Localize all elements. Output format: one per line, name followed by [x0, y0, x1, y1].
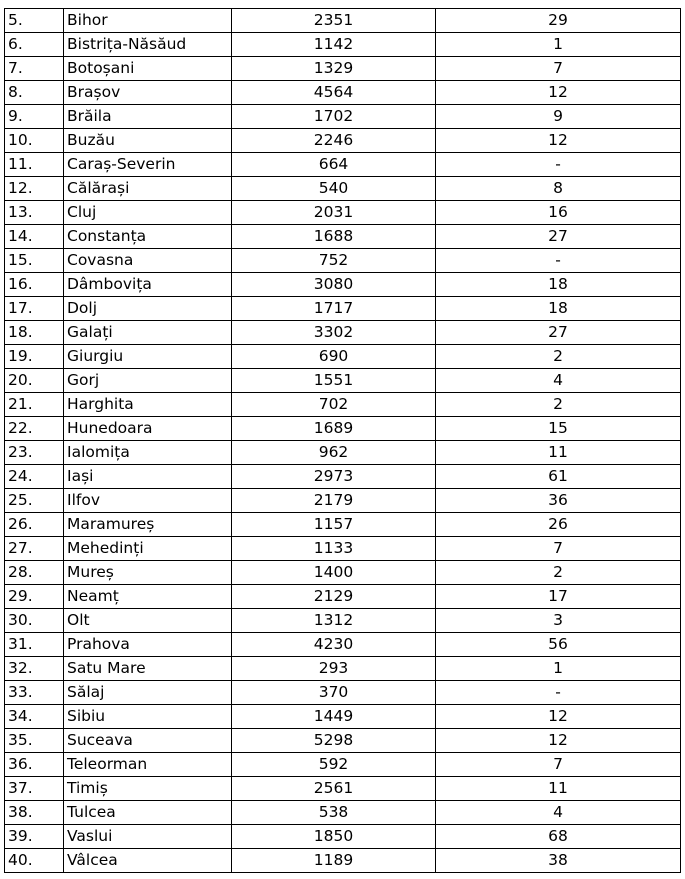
value-2-cell: 27	[436, 321, 681, 345]
value-2-cell: -	[436, 249, 681, 273]
table-row	[5, 369, 681, 393]
county-name-cell: Prahova	[64, 633, 232, 657]
value-2-cell: 7	[436, 57, 681, 81]
county-name-cell: Bihor	[64, 9, 232, 33]
county-name-cell: Sălaj	[64, 681, 232, 705]
value-1-cell: 2561	[232, 777, 436, 801]
county-name-cell: Hunedoara	[64, 417, 232, 441]
row-number-cell: 21.	[5, 393, 64, 417]
value-1-cell: 1717	[232, 297, 436, 321]
value-1-cell: 592	[232, 753, 436, 777]
value-1-cell: 2351	[232, 9, 436, 33]
county-name-cell: Vaslui	[64, 825, 232, 849]
value-2-cell: 9	[436, 105, 681, 129]
table-row	[5, 609, 681, 633]
value-2-cell: -	[436, 153, 681, 177]
row-number-cell: 20.	[5, 369, 64, 393]
value-1-cell: 5298	[232, 729, 436, 753]
row-number-cell: 10.	[5, 129, 64, 153]
value-1-cell: 538	[232, 801, 436, 825]
county-name-cell: Caraș-Severin	[64, 153, 232, 177]
table-row	[5, 513, 681, 537]
value-2-cell: 1	[436, 657, 681, 681]
value-2-cell: 17	[436, 585, 681, 609]
value-2-cell: 61	[436, 465, 681, 489]
value-1-cell: 664	[232, 153, 436, 177]
value-1-cell: 1702	[232, 105, 436, 129]
row-number-cell: 18.	[5, 321, 64, 345]
value-1-cell: 1689	[232, 417, 436, 441]
row-number-cell: 37.	[5, 777, 64, 801]
county-name-cell: Olt	[64, 609, 232, 633]
value-1-cell: 1400	[232, 561, 436, 585]
row-number-cell: 32.	[5, 657, 64, 681]
table-row	[5, 537, 681, 561]
value-2-cell: 29	[436, 9, 681, 33]
value-1-cell: 4230	[232, 633, 436, 657]
value-1-cell: 1157	[232, 513, 436, 537]
county-name-cell: Botoșani	[64, 57, 232, 81]
table-row	[5, 705, 681, 729]
county-name-cell: Timiș	[64, 777, 232, 801]
row-number-cell: 27.	[5, 537, 64, 561]
value-2-cell: 18	[436, 297, 681, 321]
row-number-cell: 38.	[5, 801, 64, 825]
county-name-cell: Sibiu	[64, 705, 232, 729]
row-number-cell: 31.	[5, 633, 64, 657]
value-1-cell: 3080	[232, 273, 436, 297]
value-1-cell: 2031	[232, 201, 436, 225]
value-2-cell: 4	[436, 801, 681, 825]
value-2-cell: 7	[436, 537, 681, 561]
table-row	[5, 225, 681, 249]
value-1-cell: 2179	[232, 489, 436, 513]
row-number-cell: 15.	[5, 249, 64, 273]
value-2-cell: 12	[436, 705, 681, 729]
value-2-cell: 15	[436, 417, 681, 441]
row-number-cell: 24.	[5, 465, 64, 489]
row-number-cell: 33.	[5, 681, 64, 705]
value-2-cell: 2	[436, 561, 681, 585]
row-number-cell: 5.	[5, 9, 64, 33]
county-name-cell: Ilfov	[64, 489, 232, 513]
county-name-cell: Călărași	[64, 177, 232, 201]
county-name-cell: Giurgiu	[64, 345, 232, 369]
county-name-cell: Bistrița-Năsăud	[64, 33, 232, 57]
county-name-cell: Mehedinți	[64, 537, 232, 561]
table-row	[5, 729, 681, 753]
table-row	[5, 273, 681, 297]
table-row	[5, 321, 681, 345]
value-2-cell: 12	[436, 729, 681, 753]
value-1-cell: 690	[232, 345, 436, 369]
row-number-cell: 6.	[5, 33, 64, 57]
value-1-cell: 2973	[232, 465, 436, 489]
county-name-cell: Maramureș	[64, 513, 232, 537]
row-number-cell: 11.	[5, 153, 64, 177]
value-1-cell: 2246	[232, 129, 436, 153]
county-name-cell: Teleorman	[64, 753, 232, 777]
value-1-cell: 1850	[232, 825, 436, 849]
table-row	[5, 105, 681, 129]
row-number-cell: 14.	[5, 225, 64, 249]
value-2-cell: 68	[436, 825, 681, 849]
value-2-cell: 2	[436, 393, 681, 417]
value-2-cell: 16	[436, 201, 681, 225]
table-row	[5, 33, 681, 57]
table-row	[5, 177, 681, 201]
table-row	[5, 153, 681, 177]
value-2-cell: 26	[436, 513, 681, 537]
value-2-cell: 12	[436, 81, 681, 105]
table-row	[5, 633, 681, 657]
county-name-cell: Constanța	[64, 225, 232, 249]
value-2-cell: -	[436, 681, 681, 705]
county-table-body	[5, 9, 681, 873]
value-1-cell: 1133	[232, 537, 436, 561]
value-2-cell: 38	[436, 849, 681, 873]
county-name-cell: Covasna	[64, 249, 232, 273]
value-2-cell: 11	[436, 777, 681, 801]
value-1-cell: 1329	[232, 57, 436, 81]
row-number-cell: 28.	[5, 561, 64, 585]
county-name-cell: Satu Mare	[64, 657, 232, 681]
table-row	[5, 657, 681, 681]
value-1-cell: 1688	[232, 225, 436, 249]
county-name-cell: Galați	[64, 321, 232, 345]
row-number-cell: 9.	[5, 105, 64, 129]
value-2-cell: 36	[436, 489, 681, 513]
value-2-cell: 56	[436, 633, 681, 657]
table-row	[5, 417, 681, 441]
table-row	[5, 681, 681, 705]
table-row	[5, 777, 681, 801]
value-2-cell: 4	[436, 369, 681, 393]
value-2-cell: 2	[436, 345, 681, 369]
value-1-cell: 540	[232, 177, 436, 201]
value-1-cell: 370	[232, 681, 436, 705]
value-1-cell: 962	[232, 441, 436, 465]
table-row	[5, 297, 681, 321]
row-number-cell: 7.	[5, 57, 64, 81]
table-row	[5, 201, 681, 225]
table-row	[5, 465, 681, 489]
county-name-cell: Ialomița	[64, 441, 232, 465]
table-row	[5, 129, 681, 153]
value-2-cell: 18	[436, 273, 681, 297]
table-row	[5, 249, 681, 273]
table-row	[5, 585, 681, 609]
row-number-cell: 8.	[5, 81, 64, 105]
table-row	[5, 801, 681, 825]
row-number-cell: 22.	[5, 417, 64, 441]
table-row	[5, 393, 681, 417]
row-number-cell: 39.	[5, 825, 64, 849]
county-name-cell: Gorj	[64, 369, 232, 393]
row-number-cell: 29.	[5, 585, 64, 609]
value-2-cell: 1	[436, 33, 681, 57]
value-1-cell: 1189	[232, 849, 436, 873]
row-number-cell: 36.	[5, 753, 64, 777]
value-1-cell: 1449	[232, 705, 436, 729]
table-row	[5, 825, 681, 849]
table-row	[5, 849, 681, 873]
row-number-cell: 40.	[5, 849, 64, 873]
county-name-cell: Dolj	[64, 297, 232, 321]
table-row	[5, 561, 681, 585]
value-1-cell: 702	[232, 393, 436, 417]
value-1-cell: 4564	[232, 81, 436, 105]
county-name-cell: Suceava	[64, 729, 232, 753]
table-row	[5, 9, 681, 33]
value-2-cell: 8	[436, 177, 681, 201]
value-1-cell: 1312	[232, 609, 436, 633]
county-name-cell: Iași	[64, 465, 232, 489]
row-number-cell: 34.	[5, 705, 64, 729]
county-name-cell: Tulcea	[64, 801, 232, 825]
county-name-cell: Vâlcea	[64, 849, 232, 873]
table-row	[5, 489, 681, 513]
value-2-cell: 11	[436, 441, 681, 465]
row-number-cell: 17.	[5, 297, 64, 321]
value-2-cell: 12	[436, 129, 681, 153]
county-name-cell: Dâmbovița	[64, 273, 232, 297]
table-row	[5, 441, 681, 465]
county-name-cell: Brașov	[64, 81, 232, 105]
row-number-cell: 35.	[5, 729, 64, 753]
row-number-cell: 19.	[5, 345, 64, 369]
county-name-cell: Buzău	[64, 129, 232, 153]
value-1-cell: 3302	[232, 321, 436, 345]
table-row	[5, 753, 681, 777]
county-name-cell: Mureș	[64, 561, 232, 585]
value-1-cell: 2129	[232, 585, 436, 609]
county-table	[4, 8, 681, 873]
value-1-cell: 752	[232, 249, 436, 273]
value-2-cell: 27	[436, 225, 681, 249]
value-1-cell: 1551	[232, 369, 436, 393]
value-2-cell: 3	[436, 609, 681, 633]
table-row	[5, 81, 681, 105]
row-number-cell: 23.	[5, 441, 64, 465]
county-name-cell: Neamț	[64, 585, 232, 609]
value-2-cell: 7	[436, 753, 681, 777]
row-number-cell: 16.	[5, 273, 64, 297]
table-row	[5, 345, 681, 369]
row-number-cell: 25.	[5, 489, 64, 513]
row-number-cell: 30.	[5, 609, 64, 633]
table-row	[5, 57, 681, 81]
county-name-cell: Harghita	[64, 393, 232, 417]
row-number-cell: 26.	[5, 513, 64, 537]
value-1-cell: 293	[232, 657, 436, 681]
row-number-cell: 12.	[5, 177, 64, 201]
county-name-cell: Cluj	[64, 201, 232, 225]
row-number-cell: 13.	[5, 201, 64, 225]
county-name-cell: Brăila	[64, 105, 232, 129]
value-1-cell: 1142	[232, 33, 436, 57]
